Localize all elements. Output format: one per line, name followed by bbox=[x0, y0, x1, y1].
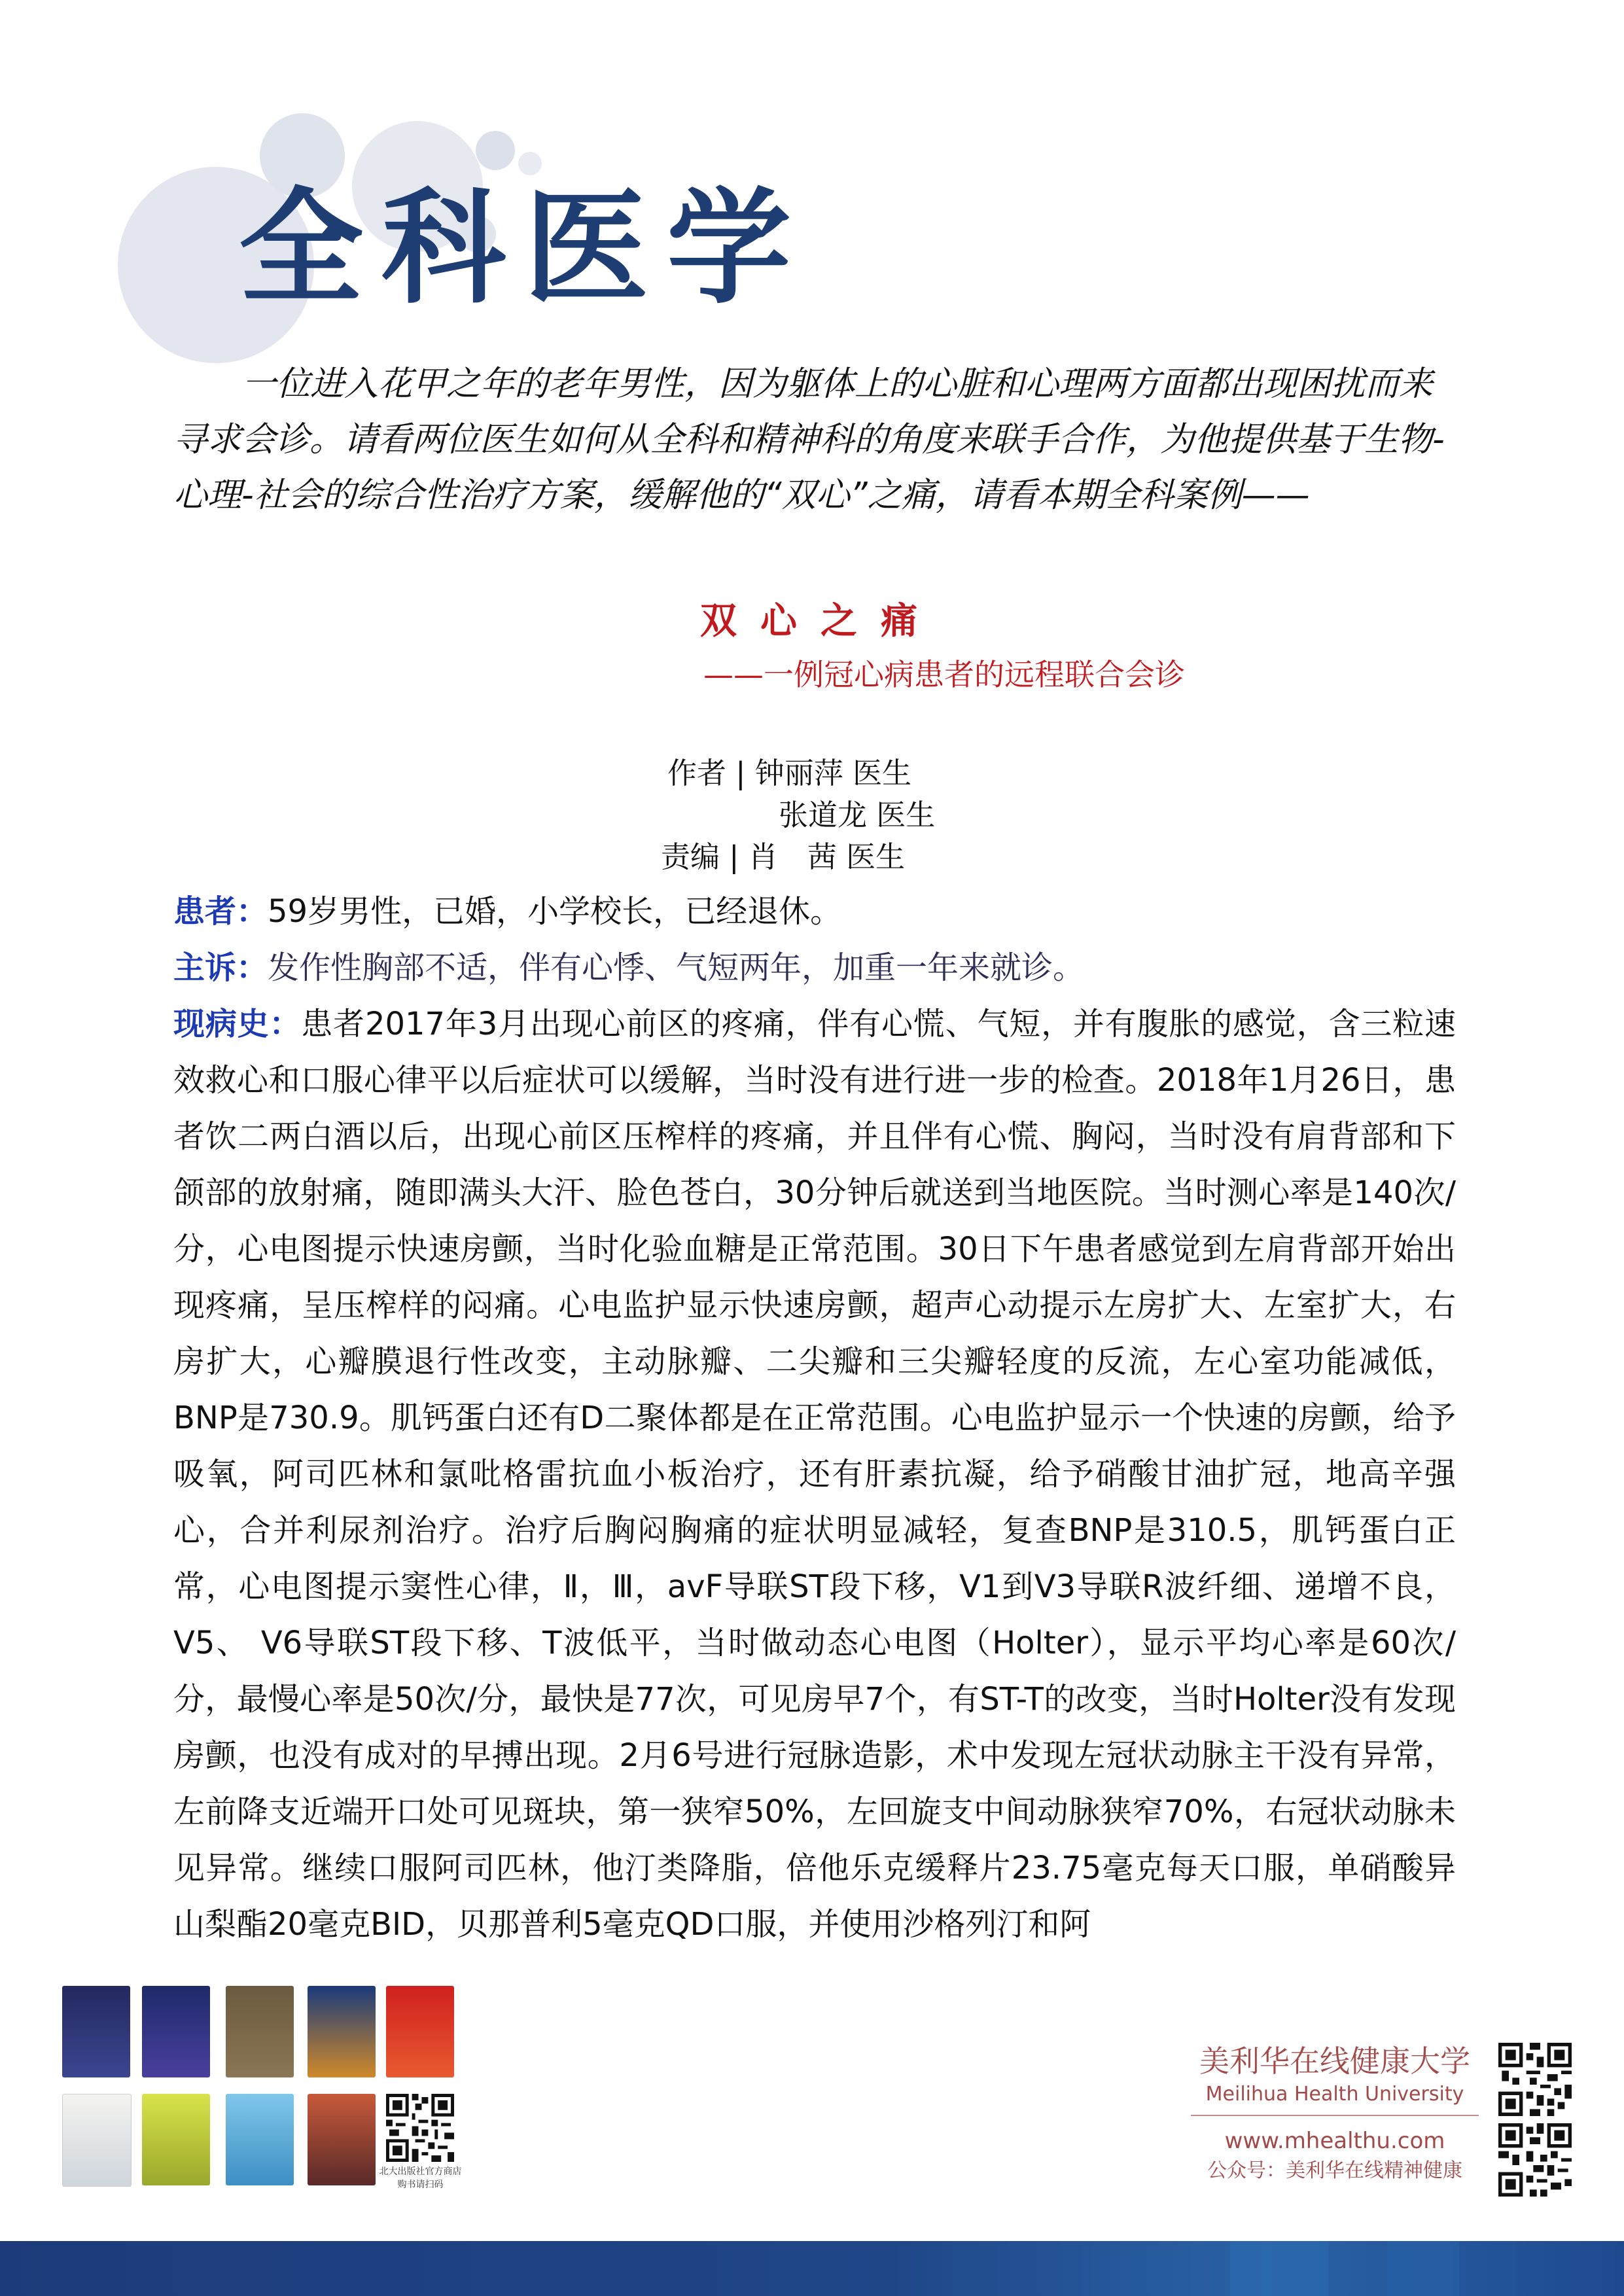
brand-name-en: Meilihua Health University bbox=[1205, 2083, 1464, 2106]
book-covers bbox=[62, 1986, 468, 2195]
book-cover-2[interactable] bbox=[142, 1986, 210, 2077]
history-row bbox=[173, 996, 1456, 1952]
history-text: 患者2017年3月出现心前区的疼痛，伴有心慌、气短，并有腹胀的感觉，含三粒速效救心和口服心律平以后症状可以缓解，当时没有进行进一步的检查。2018年1月26日，患者饮二两白酒以后，出现心前区压榨样的疼痛，并且伴有心慌、胸闷，当时没有肩背部和下颌部的放射痛，随即满头大汗、脸色苍白，30分钟后就送到当地医院。当时测心率是140次/分，心电图提示快速房颤，当时化验血糖是正常范围。30日下午患者感觉到左肩背部开始出现疼痛，呈压榨样的闷痛。心电监护显示快速房颤，超声心动提示左房扩大、左室扩大，右房扩大，心瓣膜退行性改变，主动脉瓣、二尖瓣和三尖瓣轻度的反流，左心室功能减低，BNP是730.9。肌钙蛋白还有D二聚体都是在正常范围。心电监护显示一个快速的房颤，给予吸氧，阿司匹林和氯吡格雷抗血小板治疗，还有肝素抗凝，给予硝酸甘油扩冠，地高辛强心，合并利尿剂治疗。治疗后胸闷胸痛的症状明显减轻，复查BNP是310.5，肌钙蛋白正常，心电图提示窦性心律，Ⅱ，Ⅲ，avF导联ST段下移，V1到V3导联R波纤细、递增不良，V5、 V6导联ST段下移、T波低平，当时做动态心电图（Holter），显示平均心率是60次/分，最慢心率是50次/分，最快是77次，可见房早7个，有ST-T的改变，当时Holter没有发现房颤，也没有成对的早搏出现。2月6号进行冠脉造影，术中发现左冠状动脉主干没有异常，左前降支近端开口处可见斑块，第一狭窄50%，左回旋支中间动脉狭窄70%，右冠状动脉未见异常。继续口服阿司匹林，他汀类降脂，倍他乐克缓释片23.75毫克每天口服，单硝酸异山梨酯20毫克BID，贝那普利5毫克QD口服，并使用沙格列汀和阿 bbox=[173, 1006, 1456, 1943]
brand-block bbox=[1191, 2041, 1479, 2185]
complaint-text: 发作性胸部不适，伴有心悸、气短两年，加重一年来就诊。 bbox=[268, 949, 1085, 986]
book-cover-5[interactable] bbox=[386, 1986, 454, 2077]
bottom-color-bar bbox=[0, 2241, 1624, 2296]
patient-row bbox=[173, 883, 1456, 940]
complaint-label: 主诉： bbox=[173, 949, 268, 986]
complaint-row bbox=[173, 940, 1456, 996]
editor-line: 责编 | 肖 茜 医生 bbox=[661, 839, 906, 874]
brand-divider bbox=[1191, 2115, 1479, 2116]
book-cover-1[interactable] bbox=[62, 1986, 130, 2077]
wechat-qr-code-1[interactable] bbox=[1498, 2043, 1572, 2116]
book-cover-8[interactable] bbox=[226, 2094, 294, 2185]
author-line-2: 张道龙 医生 bbox=[779, 798, 936, 832]
article-title: 双心之痛 bbox=[700, 600, 941, 643]
book-cover-7[interactable] bbox=[142, 2094, 210, 2185]
wechat-qr-code-2[interactable] bbox=[1498, 2123, 1572, 2197]
qr-caption-1: 北大出版社官方商店 bbox=[379, 2166, 462, 2177]
history-label: 现病史： bbox=[173, 1006, 302, 1042]
intro-text: 一位进入花甲之年的老年男性，因为躯体上的心脏和心理两方面都出现困扰而来寻求会诊。请看两位医生如何从全科和精神科的角度来联手合作，为他提供基于生物-心理-社会的综合性治疗方案，缓解他的“双心”之痛，请看本期全科案例—— bbox=[173, 364, 1445, 515]
article-subtitle: ——一例冠心病患者的远程联合会诊 bbox=[703, 657, 1185, 692]
case-content bbox=[173, 883, 1456, 1952]
book-cover-4[interactable] bbox=[308, 1986, 376, 2077]
intro-paragraph bbox=[173, 357, 1459, 523]
bookstore-qr-code[interactable] bbox=[386, 2094, 454, 2162]
book-cover-9[interactable] bbox=[308, 2094, 376, 2185]
book-cover-6[interactable] bbox=[62, 2094, 132, 2187]
bar-segment-2 bbox=[1387, 2241, 1459, 2296]
qr-caption-2: 购书请扫码 bbox=[397, 2180, 444, 2190]
patient-label: 患者： bbox=[173, 893, 268, 930]
brand-url[interactable]: www.mhealthu.com bbox=[1224, 2128, 1445, 2154]
brand-name-cn: 美利华在线健康大学 bbox=[1199, 2043, 1470, 2079]
author-line-1: 作者 | 钟丽萍 医生 bbox=[667, 756, 912, 790]
page-title: 全科医学 bbox=[239, 176, 810, 321]
brand-wechat: 公众号：美利华在线精神健康 bbox=[1207, 2159, 1462, 2182]
author-block bbox=[661, 752, 936, 878]
book-cover-3[interactable] bbox=[226, 1986, 294, 2077]
patient-text: 59岁男性，已婚，小学校长，已经退休。 bbox=[268, 893, 842, 930]
bar-segment-1 bbox=[1230, 2241, 1328, 2296]
